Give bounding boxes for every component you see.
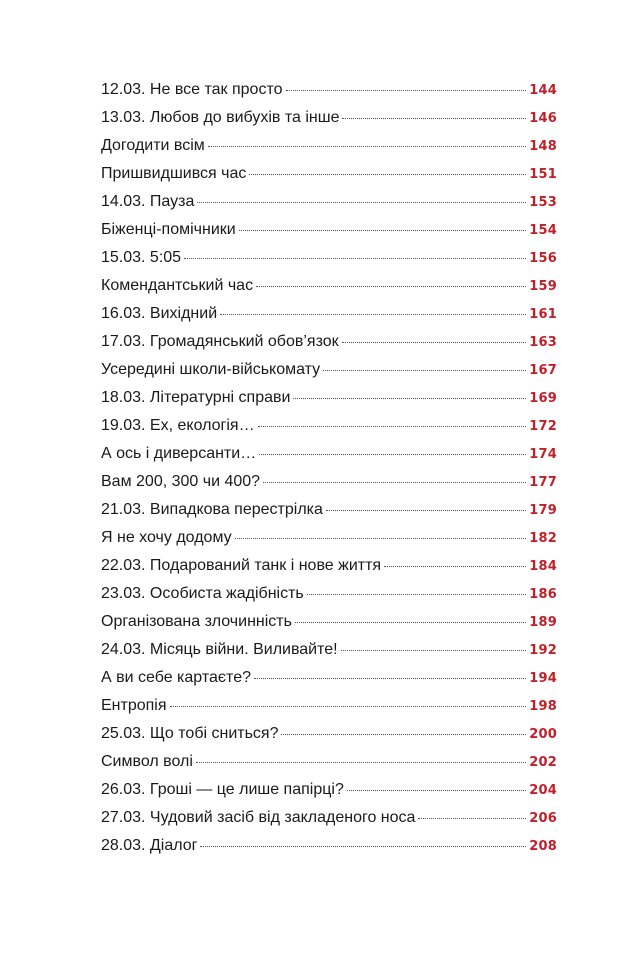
toc-entry bbox=[101, 636, 557, 664]
dot-leader bbox=[235, 538, 527, 539]
toc-entry bbox=[101, 76, 557, 104]
toc-entry-page: 202 bbox=[529, 755, 557, 770]
toc-entry-page: 177 bbox=[529, 475, 557, 490]
dot-leader bbox=[342, 118, 526, 119]
toc-entry bbox=[101, 608, 557, 636]
dot-leader bbox=[341, 650, 527, 651]
dot-leader bbox=[281, 734, 526, 735]
toc-entry-title: Ентропія bbox=[101, 697, 167, 714]
dot-leader bbox=[263, 482, 526, 483]
toc-entry-title: 17.03. Громадянський обов’язок bbox=[101, 333, 339, 350]
toc-entry bbox=[101, 216, 557, 244]
dot-leader bbox=[259, 454, 526, 455]
toc-entry-title: Символ волі bbox=[101, 753, 193, 770]
toc-entry-page: 208 bbox=[529, 839, 557, 854]
toc-entry bbox=[101, 832, 557, 860]
dot-leader bbox=[197, 202, 526, 203]
toc-entry-page: 154 bbox=[529, 223, 557, 238]
table-of-contents bbox=[101, 76, 557, 860]
dot-leader bbox=[184, 258, 526, 259]
toc-entry-title: Біженці-помічники bbox=[101, 221, 236, 238]
toc-entry-title: 27.03. Чудовий засіб від закладеного носа bbox=[101, 809, 416, 826]
dot-leader bbox=[256, 286, 526, 287]
dot-leader bbox=[249, 174, 526, 175]
toc-entry bbox=[101, 384, 557, 412]
toc-entry-title: 23.03. Особиста жадібність bbox=[101, 585, 304, 602]
toc-entry-title: Я не хочу додому bbox=[101, 529, 232, 546]
toc-entry bbox=[101, 356, 557, 384]
dot-leader bbox=[254, 678, 526, 679]
toc-entry-title: 26.03. Гроші — це лише папірці? bbox=[101, 781, 344, 798]
toc-entry-page: 169 bbox=[529, 391, 557, 406]
toc-entry-page: 156 bbox=[529, 251, 557, 266]
toc-entry bbox=[101, 776, 557, 804]
toc-entry bbox=[101, 104, 557, 132]
toc-entry-page: 200 bbox=[529, 727, 557, 742]
toc-entry bbox=[101, 412, 557, 440]
dot-leader bbox=[196, 762, 526, 763]
toc-entry-title: 21.03. Випадкова перестрілка bbox=[101, 501, 323, 518]
toc-entry bbox=[101, 188, 557, 216]
toc-entry bbox=[101, 664, 557, 692]
toc-entry-title: Догодити всім bbox=[101, 137, 205, 154]
dot-leader bbox=[418, 818, 526, 819]
toc-entry-title: 12.03. Не все так просто bbox=[101, 81, 283, 98]
toc-entry bbox=[101, 160, 557, 188]
toc-entry-page: 159 bbox=[529, 279, 557, 294]
toc-entry-title: Вам 200, 300 чи 400? bbox=[101, 473, 261, 490]
dot-leader bbox=[342, 342, 527, 343]
toc-entry bbox=[101, 552, 557, 580]
toc-entry-title: 16.03. Вихідний bbox=[101, 305, 218, 322]
toc-entry-title: Комендантський час bbox=[101, 277, 254, 294]
toc-entry-title: 24.03. Місяць війни. Виливайте! bbox=[101, 641, 338, 658]
toc-entry bbox=[101, 580, 557, 608]
toc-entry bbox=[101, 132, 557, 160]
toc-entry bbox=[101, 496, 557, 524]
toc-entry-page: 182 bbox=[529, 531, 557, 546]
toc-entry-page: 189 bbox=[529, 615, 557, 630]
toc-entry-page: 192 bbox=[529, 643, 557, 658]
toc-entry-page: 206 bbox=[529, 811, 557, 826]
dot-leader bbox=[200, 846, 526, 847]
toc-entry-title: 13.03. Любов до вибухів та інше bbox=[101, 109, 340, 126]
toc-entry bbox=[101, 440, 557, 468]
toc-entry-title: Пришвидшився час bbox=[101, 165, 247, 182]
dot-leader bbox=[170, 706, 527, 707]
dot-leader bbox=[258, 426, 527, 427]
toc-entry-page: 144 bbox=[529, 83, 557, 98]
toc-entry bbox=[101, 748, 557, 776]
toc-entry-title: 19.03. Ех, екологія… bbox=[101, 417, 255, 434]
toc-entry bbox=[101, 720, 557, 748]
toc-entry-page: 163 bbox=[529, 335, 557, 350]
toc-entry-title: Організована злочинність bbox=[101, 613, 292, 630]
toc-entry bbox=[101, 524, 557, 552]
toc-entry-page: 186 bbox=[529, 587, 557, 602]
toc-entry-title: 14.03. Пауза bbox=[101, 193, 195, 210]
toc-entry-page: 161 bbox=[529, 307, 557, 322]
toc-entry-page: 148 bbox=[529, 139, 557, 154]
toc-entry-title: Усередині школи-військомату bbox=[101, 361, 321, 378]
dot-leader bbox=[286, 90, 527, 91]
toc-entry-title: 22.03. Подарований танк і нове життя bbox=[101, 557, 382, 574]
toc-entry bbox=[101, 692, 557, 720]
toc-entry-title: 18.03. Літературні справи bbox=[101, 389, 291, 406]
toc-entry-title: 15.03. 5:05 bbox=[101, 249, 182, 266]
dot-leader bbox=[307, 594, 526, 595]
dot-leader bbox=[220, 314, 526, 315]
toc-entry-page: 179 bbox=[529, 503, 557, 518]
toc-entry-title: А ось і диверсанти… bbox=[101, 445, 257, 462]
toc-entry bbox=[101, 300, 557, 328]
dot-leader bbox=[295, 622, 526, 623]
toc-entry-title: 25.03. Що тобі сниться? bbox=[101, 725, 279, 742]
toc-entry bbox=[101, 468, 557, 496]
dot-leader bbox=[384, 566, 526, 567]
toc-entry-page: 184 bbox=[529, 559, 557, 574]
toc-entry-page: 174 bbox=[529, 447, 557, 462]
toc-entry-title: 28.03. Діалог bbox=[101, 837, 198, 854]
dot-leader bbox=[293, 398, 526, 399]
toc-entry-page: 146 bbox=[529, 111, 557, 126]
toc-entry-page: 198 bbox=[529, 699, 557, 714]
dot-leader bbox=[208, 146, 526, 147]
toc-entry-page: 172 bbox=[529, 419, 557, 434]
toc-entry-page: 153 bbox=[529, 195, 557, 210]
toc-entry-title: А ви себе картаєте? bbox=[101, 669, 251, 686]
dot-leader bbox=[239, 230, 527, 231]
toc-entry-page: 204 bbox=[529, 783, 557, 798]
toc-entry bbox=[101, 328, 557, 356]
toc-entry bbox=[101, 272, 557, 300]
toc-entry-page: 194 bbox=[529, 671, 557, 686]
dot-leader bbox=[323, 370, 526, 371]
dot-leader bbox=[347, 790, 526, 791]
toc-entry-page: 151 bbox=[529, 167, 557, 182]
toc-entry bbox=[101, 804, 557, 832]
toc-entry-page: 167 bbox=[529, 363, 557, 378]
toc-entry bbox=[101, 244, 557, 272]
dot-leader bbox=[326, 510, 526, 511]
